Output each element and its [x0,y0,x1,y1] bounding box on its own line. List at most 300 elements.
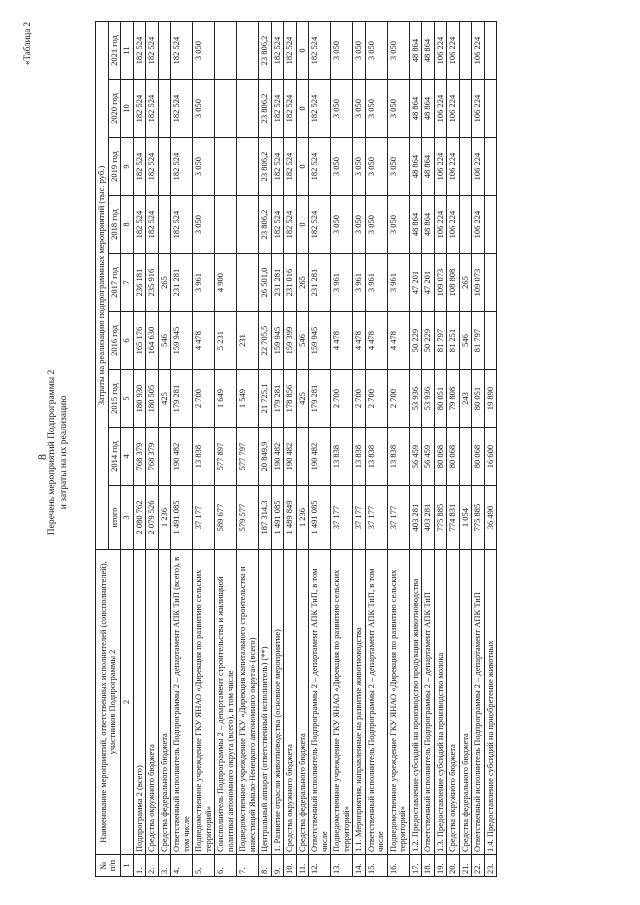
cell-year-value: 109 073 [472,254,485,312]
row-index: 8. [259,855,272,877]
cell-total: 775 885 [472,486,485,550]
cell-total: 774 831 [447,486,460,550]
cell-year-value: 3 050 [353,196,366,254]
cell-year-value: 13 838 [353,428,366,486]
table-row [434,21,447,876]
row-index: 19. [434,855,447,877]
cell-year-value: 231 [237,312,259,370]
cell-year-value [158,428,171,486]
cell-year-value: 0 [296,21,309,79]
cell-year-value: 231 281 [271,254,284,312]
cell-year-value: 22 705,5 [259,312,272,370]
cell-year-value: 2 700 [387,370,409,428]
cell-year-value: 4 478 [387,312,409,370]
column-number: 4 [121,428,134,486]
row-index: 7. [237,855,259,877]
cell-year-value: 265 [158,254,171,312]
cell-year-value: 180 930 [133,370,146,428]
cell-year-value: 48 864 [422,80,435,138]
table-row [353,21,366,876]
row-name: 1.3. Предоставление субсидий на производство молока [434,550,447,855]
cell-year-value: 48 864 [409,80,422,138]
cell-year-value: 53 936 [409,370,422,428]
cell-year-value: 546 [158,312,171,370]
cell-total: 1 491 085 [171,486,193,550]
row-name: Подведомственное учреждение ГКУ ЯНАО «Дирекция по развитию сельских территорий» [193,550,215,855]
row-name: 1. Развитие отрасли животноводства (основное мероприятие) [271,550,284,855]
cell-year-value: 80 051 [472,370,485,428]
page-number: 8 [35,454,49,460]
table-row [215,21,237,876]
row-index: 16. [387,855,409,877]
row-index: 11. [296,855,309,877]
cell-year-value: 20 849,9 [259,428,272,486]
cell-year-value: 182 524 [171,80,193,138]
column-header-year: 2021 год [108,21,121,79]
cell-year-value: 19 890 [484,370,497,428]
cell-year-value: 4 478 [331,312,353,370]
cell-total: 1 491 085 [271,486,284,550]
cell-year-value: 2 700 [365,370,387,428]
cell-total: 1 236 [158,486,171,550]
cell-year-value: 13 838 [387,428,409,486]
cell-year-value: 179 281 [271,370,284,428]
cell-year-value [237,196,259,254]
cell-year-value: 4 478 [353,312,366,370]
cell-year-value: 182 524 [271,196,284,254]
cell-year-value: 182 524 [284,80,297,138]
cell-year-value: 235 916 [146,254,159,312]
row-name: Подведомственное учреждение ГКУ ЯНАО «Дирекция по развитию сельских территорий» [387,550,409,855]
cell-year-value: 182 524 [133,80,146,138]
cell-year-value: 23 806,2 [259,80,272,138]
cell-year-value: 106 224 [434,21,447,79]
cell-total: 37 177 [387,486,409,550]
cell-year-value: 3 050 [193,80,215,138]
cell-year-value: 182 524 [133,138,146,196]
row-index: 22. [472,855,485,877]
cell-year-value: 178 856 [284,370,297,428]
cell-year-value: 3 050 [353,138,366,196]
table-row [409,21,422,876]
cell-year-value: 0 [296,80,309,138]
cell-total: 579 577 [237,486,259,550]
row-name: Ответственный исполнитель Подпрограммы 2 – департамент АПК ТиП [422,550,435,855]
column-header-year: 2014 год [108,428,121,486]
column-number: 7 [121,254,134,312]
cell-year-value: 182 524 [284,196,297,254]
cell-year-value: 265 [296,254,309,312]
cell-year-value [215,80,237,138]
row-name: Подведомственное учреждение ГКУ ЯНАО «Дирекция по развитию сельских территорий» [331,550,353,855]
table-row [296,21,309,876]
cell-year-value: 182 524 [171,138,193,196]
row-index: 12. [309,855,331,877]
column-number: 3 [121,486,134,550]
cell-year-value: 48 864 [422,138,435,196]
cell-year-value: 48 864 [409,21,422,79]
cell-year-value: 53 936 [422,370,435,428]
cell-year-value: 106 224 [447,80,460,138]
cell-year-value: 13 838 [193,428,215,486]
cell-year-value: 3 050 [331,196,353,254]
cell-year-value: 3 961 [365,254,387,312]
row-index: 20. [447,855,460,877]
column-header-year: 2016 год [108,312,121,370]
table-row [133,21,146,876]
column-header-index: № п/п [96,855,121,877]
table-row [259,21,272,876]
cell-year-value: 50 229 [409,312,422,370]
cell-year-value: 190 482 [284,428,297,486]
table-row [309,21,331,876]
row-name: 1.4. Предоставление субсидий на приобретение животных [484,550,497,855]
cell-year-value: 106 224 [472,138,485,196]
cell-year-value: 3 050 [365,80,387,138]
cell-year-value: 79 808 [447,370,460,428]
cell-year-value: 81 251 [447,312,460,370]
cell-year-value: 182 524 [133,196,146,254]
costs-table [95,21,497,877]
table-row [237,21,259,876]
row-index: 1. [133,855,146,877]
cell-year-value: 3 050 [387,196,409,254]
cell-year-value: 159 945 [271,312,284,370]
cell-total: 2 079 526 [146,486,159,550]
cell-year-value: 48 864 [409,138,422,196]
cell-total: 1 054 [459,486,472,550]
table-row [447,21,460,876]
cell-year-value: 182 524 [309,196,331,254]
cell-year-value [459,138,472,196]
row-name: 1.2. Предоставление субсидий на производство продукции животноводства [409,550,422,855]
cell-total: 2 080 762 [133,486,146,550]
cell-year-value: 768 379 [133,428,146,486]
column-number: 10 [121,80,134,138]
row-index: 10. [284,855,297,877]
cell-year-value: 106 224 [472,21,485,79]
cell-year-value: 108 808 [447,254,460,312]
column-number: 6 [121,312,134,370]
cell-year-value: 182 524 [171,196,193,254]
cell-year-value: 106 224 [472,196,485,254]
cell-year-value: 577 897 [215,428,237,486]
column-header-year: 2017 год [108,254,121,312]
row-name: Ответственный исполнитель Подпрограммы 2 – департамент АПК ТиП, в том числе [309,550,331,855]
cell-year-value: 243 [459,370,472,428]
cell-year-value: 2 700 [193,370,215,428]
cell-year-value [484,80,497,138]
cell-year-value [484,196,497,254]
column-number: 5 [121,370,134,428]
cell-year-value: 190 482 [171,428,193,486]
row-index: 5. [193,855,215,877]
cell-year-value [215,196,237,254]
cell-year-value: 26 501,0 [259,254,272,312]
row-index: 2. [146,855,159,877]
cell-total: 187 314,3 [259,486,272,550]
cell-year-value: 106 224 [434,196,447,254]
cell-year-value: 80 051 [434,370,447,428]
cell-year-value: 106 224 [434,80,447,138]
column-header-year: 2019 год [108,138,121,196]
row-name: Средства окружного бюджета [284,550,297,855]
cell-year-value: 13 838 [331,428,353,486]
row-name: Ответственный исполнитель Подпрограммы 2 – департамент АПК ТиП, в том числе [365,550,387,855]
table-row [284,21,297,876]
row-name: Подпрограмма 2 (всего) [133,550,146,855]
table-row [158,21,171,876]
cell-year-value: 3 050 [193,196,215,254]
cell-year-value: 3 050 [387,138,409,196]
cell-total: 37 177 [353,486,366,550]
cell-year-value: 546 [296,312,309,370]
cell-year-value: 159 945 [171,312,193,370]
cell-year-value: 182 524 [146,80,159,138]
row-name: Средства окружного бюджета [146,550,159,855]
cell-year-value [459,21,472,79]
cell-year-value: 179 281 [171,370,193,428]
cell-year-value [459,428,472,486]
cell-year-value: 3 050 [365,196,387,254]
cell-year-value: 3 961 [331,254,353,312]
cell-total: 1 236 [296,486,309,550]
cell-year-value: 180 505 [146,370,159,428]
table-row [484,21,497,876]
cell-year-value: 106 224 [472,80,485,138]
cell-year-value: 165 176 [133,312,146,370]
cell-total: 1 489 849 [284,486,297,550]
cell-year-value: 182 524 [284,138,297,196]
cell-year-value [158,196,171,254]
cell-total: 589 677 [215,486,237,550]
cell-year-value: 48 864 [422,196,435,254]
table-row [387,21,409,876]
cell-year-value: 182 524 [146,138,159,196]
cell-year-value: 50 229 [422,312,435,370]
cell-year-value: 425 [158,370,171,428]
cell-total: 37 177 [193,486,215,550]
row-index: 13. [331,855,353,877]
table-row [472,21,485,876]
cell-year-value: 190 482 [309,428,331,486]
column-header-year: 2020 год [108,80,121,138]
cell-year-value: 23 806,2 [259,21,272,79]
row-name: Центральный аппарат (ответственный исполнитель) (**) [259,550,272,855]
row-index: 6. [215,855,237,877]
table-row [365,21,387,876]
cell-year-value: 3 050 [193,21,215,79]
row-index: 9. [271,855,284,877]
cell-year-value: 13 838 [365,428,387,486]
cell-year-value: 4 900 [215,254,237,312]
row-index: 17. [409,855,422,877]
cell-year-value [215,138,237,196]
cell-year-value: 182 524 [271,138,284,196]
cell-year-value: 106 224 [434,138,447,196]
cell-total: 403 281 [409,486,422,550]
row-name: Соисполнитель Подпрограммы 2 – департамент строительства и жилищной политики автономного округа (всего), в том числе [215,550,237,855]
cell-year-value: 5 231 [215,312,237,370]
cell-year-value: 0 [296,196,309,254]
cell-total: 36 490 [484,486,497,550]
cell-year-value: 47 201 [409,254,422,312]
cell-year-value: 159 399 [284,312,297,370]
cell-year-value: 81 797 [434,312,447,370]
cell-year-value: 23 806,2 [259,196,272,254]
cell-year-value [296,428,309,486]
cell-year-value: 1 649 [215,370,237,428]
cell-total: 403 281 [422,486,435,550]
cell-year-value [459,196,472,254]
cell-year-value: 182 524 [309,138,331,196]
cell-year-value [484,312,497,370]
cell-year-value: 3 050 [353,80,366,138]
cell-year-value [484,138,497,196]
row-index: 21. [459,855,472,877]
row-index: 4. [171,855,193,877]
row-name: Средства федерального бюджета [459,550,472,855]
cell-year-value: 182 524 [171,21,193,79]
row-index: 3. [158,855,171,877]
row-index: 15. [365,855,387,877]
cell-year-value: 0 [296,138,309,196]
row-index: 18. [422,855,435,877]
column-number: 2 [121,550,134,855]
cell-year-value: 546 [459,312,472,370]
row-index: 23. [484,855,497,877]
row-name: Средства федерального бюджета [296,550,309,855]
cell-year-value: 577 797 [237,428,259,486]
cell-year-value: 3 050 [353,21,366,79]
cell-year-value: 2 700 [331,370,353,428]
row-name: Ответственный исполнитель Подпрограммы 2 – департамент АПК ТиП (всего), в том числе [171,550,193,855]
document-subtitle: и затраты на их реализацию [59,395,69,510]
cell-year-value: 81 797 [472,312,485,370]
cell-year-value: 231 281 [171,254,193,312]
cell-year-value: 3 050 [331,80,353,138]
table-row [331,21,353,876]
cell-year-value: 236 181 [133,254,146,312]
cell-year-value: 3 050 [365,21,387,79]
cell-year-value: 768 379 [146,428,159,486]
cell-year-value: 182 524 [146,21,159,79]
table-row [271,21,284,876]
cell-year-value: 48 864 [409,196,422,254]
row-name: Средства окружного бюджета [447,550,460,855]
cell-year-value: 182 524 [284,21,297,79]
cell-year-value: 2 700 [353,370,366,428]
cell-year-value: 3 050 [387,80,409,138]
cell-total: 37 177 [331,486,353,550]
cell-year-value: 3 050 [193,138,215,196]
table-row [171,21,193,876]
cell-year-value: 182 524 [146,196,159,254]
cell-year-value [158,80,171,138]
cell-year-value: 1 549 [237,370,259,428]
cell-year-value: 164 630 [146,312,159,370]
cell-year-value: 106 224 [447,21,460,79]
cell-year-value [484,21,497,79]
row-name: Средства федерального бюджета [158,550,171,855]
column-header-name: Наименование мероприятий, ответственных исполнителей (соисполнителей), участников Подпрограммы 2 [96,550,121,855]
cell-year-value: 106 224 [447,138,460,196]
cell-year-value: 265 [459,254,472,312]
cell-total: 1 491 085 [309,486,331,550]
cell-year-value [237,21,259,79]
cell-year-value: 182 524 [133,21,146,79]
table-row [193,21,215,876]
cell-year-value: 182 524 [271,21,284,79]
table-label: «Таблица 2 [22,22,32,65]
cell-year-value: 3 961 [193,254,215,312]
cell-year-value: 48 864 [422,21,435,79]
cell-year-value: 80 068 [472,428,485,486]
cell-year-value [158,138,171,196]
cell-year-value: 231 016 [284,254,297,312]
cell-year-value: 231 281 [309,254,331,312]
cell-year-value: 21 725,1 [259,370,272,428]
cell-year-value [215,21,237,79]
table-row [459,21,472,876]
table-row [422,21,435,876]
cell-year-value: 425 [296,370,309,428]
column-header-total: итого [108,486,121,550]
cell-year-value: 182 524 [309,21,331,79]
cell-year-value: 3 050 [331,21,353,79]
cell-year-value [484,254,497,312]
cell-year-value: 3 050 [365,138,387,196]
cell-year-value: 3 961 [387,254,409,312]
row-name: Ответственный исполнитель Подпрограммы 2 – департамент АПК ТиП [472,550,485,855]
cell-year-value: 182 524 [309,80,331,138]
cell-total: 775 885 [434,486,447,550]
cell-year-value: 109 073 [434,254,447,312]
cell-year-value: 3 961 [353,254,366,312]
column-number: 9 [121,138,134,196]
table-row [146,21,159,876]
cell-year-value [158,21,171,79]
cell-year-value: 3 050 [387,21,409,79]
column-number: 8 [121,196,134,254]
cell-year-value: 56 459 [409,428,422,486]
column-header-year: 2015 год [108,370,121,428]
cell-year-value [237,80,259,138]
cell-year-value: 80 068 [447,428,460,486]
row-name: 1.1. Мероприятия, направленные на развитие животноводства [353,550,366,855]
row-name: Подведомственное учреждение ГКУ «Дирекция капитального строительства и инвестиций Ямало-Ненецкого автономного округа» (всего) [237,550,259,855]
cell-total: 37 177 [365,486,387,550]
cell-year-value: 56 459 [422,428,435,486]
cell-year-value [237,254,259,312]
cell-year-value: 106 224 [447,196,460,254]
cell-year-value: 3 050 [331,138,353,196]
cell-year-value: 179 281 [309,370,331,428]
cell-year-value [237,138,259,196]
cell-year-value: 16 600 [484,428,497,486]
document-title: Перечень мероприятий Подпрограммы 2 [47,369,57,536]
cell-year-value: 4 478 [193,312,215,370]
cell-year-value: 4 478 [365,312,387,370]
cell-year-value: 47 201 [422,254,435,312]
cell-year-value: 159 945 [309,312,331,370]
row-index: 14. [353,855,366,877]
cell-year-value: 190 482 [271,428,284,486]
cell-year-value [459,80,472,138]
column-number: 11 [121,21,134,79]
cell-year-value: 182 524 [271,80,284,138]
cell-year-value: 80 068 [434,428,447,486]
